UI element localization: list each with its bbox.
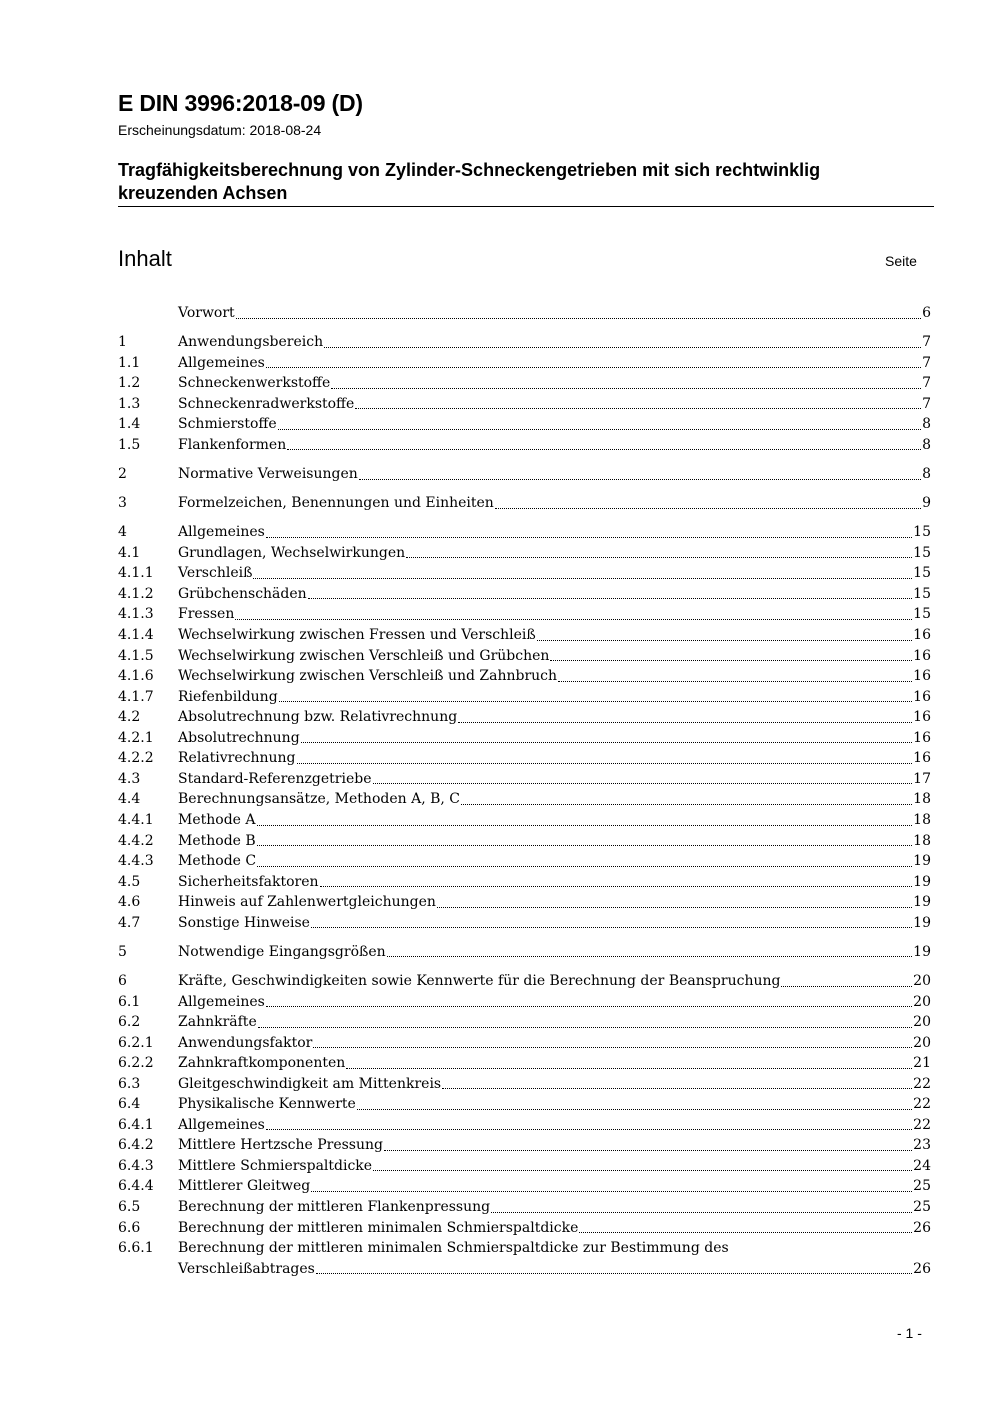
toc-entry-continuation[interactable] [118, 1259, 931, 1280]
toc-entry-page: 16 [913, 627, 931, 644]
toc-entry-title: Allgemeines [178, 993, 265, 1010]
toc-dot-leader [258, 1026, 912, 1028]
toc-entry[interactable] [118, 1218, 931, 1239]
toc-entry[interactable] [118, 992, 931, 1013]
toc-dot-leader [257, 844, 912, 846]
toc-entry-page: 15 [913, 606, 931, 623]
toc-entry-number: 6.4 [118, 1096, 141, 1113]
toc-entry-title: Flankenformen [178, 436, 287, 453]
page-number: - 1 - [897, 1325, 922, 1341]
toc-entry-page: 19 [913, 914, 931, 931]
toc-entry-title: Grübchenschäden [178, 585, 307, 602]
toc-dot-leader [266, 1005, 912, 1007]
toc-dot-leader [373, 782, 913, 784]
toc-dot-leader [355, 407, 921, 409]
toc-dot-leader [357, 1108, 912, 1110]
toc-entry-title: Berechnungsansätze, Methoden A, B, C [178, 791, 461, 808]
toc-entry[interactable] [118, 831, 931, 852]
toc-entry[interactable] [118, 1135, 931, 1156]
toc-entry-page: 7 [922, 395, 931, 412]
toc-entry-title: Berechnung der mittleren minimalen Schmierspaltdicke zur Bestimmung des [178, 1240, 729, 1257]
toc-dot-leader [384, 1149, 912, 1151]
toc-dot-leader [359, 478, 921, 480]
toc-entry-number: 4.4.3 [118, 853, 154, 870]
toc-dot-leader [387, 955, 913, 957]
toc-dot-leader [266, 366, 921, 368]
toc-entry-page: 19 [913, 873, 931, 890]
toc-entry-title: Physikalische Kennwerte [178, 1096, 356, 1113]
toc-entry-title: Absolutrechnung [178, 729, 300, 746]
toc-entry[interactable] [118, 789, 931, 810]
toc-entry-number: 6.4.2 [118, 1137, 154, 1154]
toc-entry-number: 4 [118, 524, 127, 541]
toc-entry-title: Berechnung der mittleren Flankenpressung [178, 1198, 491, 1215]
toc-entry-title: Formelzeichen, Benennungen und Einheiten [178, 495, 494, 512]
toc-entry-title: Methode B [178, 832, 256, 849]
toc-entry-page: 23 [913, 1137, 931, 1154]
toc-entry-page: 8 [922, 436, 931, 453]
toc-entry[interactable] [118, 748, 931, 769]
toc-entry[interactable] [118, 1012, 931, 1033]
toc-entry-number: 3 [118, 495, 127, 512]
toc-entry-title: Grundlagen, Wechselwirkungen [178, 544, 406, 561]
toc-entry-title: Fressen [178, 606, 235, 623]
toc-entry-title: Zahnkräfte [178, 1014, 257, 1031]
toc-entry[interactable] [118, 625, 931, 646]
toc-entry-title: Methode A [178, 811, 256, 828]
toc-entry-number: 6.4.4 [118, 1178, 154, 1195]
toc-dot-leader [316, 1272, 912, 1274]
toc-dot-leader [373, 1169, 912, 1171]
toc-entry-title: Wechselwirkung zwischen Fressen und Verschleiß [178, 627, 536, 644]
toc-entry-title: Schmierstoffe [178, 416, 277, 433]
toc-entry-number: 1.1 [118, 354, 141, 371]
toc-entry-page: 20 [913, 1034, 931, 1051]
toc-entry-number: 4.1.7 [118, 688, 154, 705]
toc-entry-title: Normative Verweisungen [178, 466, 358, 483]
toc-dot-leader [257, 865, 912, 867]
toc-entry[interactable] [118, 666, 931, 687]
toc-entry-number: 4.1.1 [118, 565, 154, 582]
toc-entry[interactable] [118, 1074, 931, 1095]
toc-dot-leader [437, 906, 912, 908]
toc-dot-leader [311, 1190, 912, 1192]
toc-entry-number: 6.4.1 [118, 1116, 154, 1133]
toc-entry[interactable] [118, 971, 931, 992]
toc-dot-leader [550, 659, 912, 661]
toc-entry-title: Sonstige Hinweise [178, 914, 310, 931]
toc-entry[interactable] [118, 687, 931, 708]
toc-dot-leader [297, 762, 913, 764]
toc-entry-number: 1.5 [118, 436, 141, 453]
toc-entry-page: 19 [913, 894, 931, 911]
toc-entry[interactable] [118, 414, 931, 435]
toc-entry-page: 22 [913, 1096, 931, 1113]
toc-entry-title: Standard-Referenzgetriebe [178, 770, 372, 787]
toc-entry-title: Absolutrechnung bzw. Relativrechnung [178, 709, 458, 726]
toc-dot-leader [308, 597, 913, 599]
document-number: E DIN 3996:2018-09 (D) [118, 90, 363, 116]
toc-entry[interactable] [118, 563, 931, 584]
toc-entry[interactable] [118, 604, 931, 625]
toc-entry-page: 20 [913, 972, 931, 989]
toc-entry[interactable] [118, 810, 931, 831]
toc-entry-number: 4.5 [118, 873, 141, 890]
toc-entry-title: Mittlere Schmierspaltdicke [178, 1157, 373, 1174]
toc-entry[interactable] [118, 942, 931, 963]
toc-dot-leader [442, 1087, 912, 1089]
toc-dot-leader [313, 1046, 912, 1048]
toc-entry[interactable] [118, 892, 931, 913]
toc-entry-title: Mittlere Hertzsche Pressung [178, 1137, 383, 1154]
toc-entry-page: 18 [913, 832, 931, 849]
toc-entry[interactable] [118, 543, 931, 564]
toc-entry-title: Verschleiß [178, 565, 253, 582]
toc-dot-leader [236, 317, 921, 319]
toc-dot-leader [491, 1211, 912, 1213]
toc-entry-page: 22 [913, 1116, 931, 1133]
toc-entry-number: 1 [118, 334, 127, 351]
toc-entry-page: 18 [913, 791, 931, 808]
toc-entry-page: 15 [913, 544, 931, 561]
toc-entry[interactable] [118, 1176, 931, 1197]
toc-entry-number: 6.5 [118, 1198, 141, 1215]
toc-entry-number: 4.1 [118, 544, 141, 561]
toc-dot-leader [537, 639, 912, 641]
toc-entry[interactable] [118, 1238, 931, 1259]
toc-entry-number: 4.3 [118, 770, 141, 787]
toc-entry-number: 6.4.3 [118, 1157, 154, 1174]
toc-entry-title: Schneckenradwerkstoffe [178, 395, 355, 412]
toc-dot-leader [253, 577, 912, 579]
toc-entry-page: 25 [913, 1198, 931, 1215]
toc-entry-page: 25 [913, 1178, 931, 1195]
toc-entry-title: Relativrechnung [178, 750, 296, 767]
toc-entry-number: 4.6 [118, 894, 141, 911]
toc-entry-title: Allgemeines [178, 354, 265, 371]
toc-entry-number: 6.2 [118, 1014, 141, 1031]
toc-dot-leader [346, 1067, 912, 1069]
toc-dot-leader [320, 885, 913, 887]
toc-entry-page: 16 [913, 647, 931, 664]
toc-dot-leader [257, 824, 913, 826]
toc-dot-leader [279, 700, 913, 702]
toc-entry-title: Vorwort [178, 305, 235, 321]
toc-entry-number: 6 [118, 972, 127, 989]
toc-entry[interactable] [118, 913, 931, 934]
toc-entry[interactable] [118, 1053, 931, 1074]
toc-entry[interactable] [118, 353, 931, 374]
toc-entry-number: 4.4.1 [118, 811, 154, 828]
toc-entry-title: Allgemeines [178, 1116, 265, 1133]
toc-entry-title-continued: Verschleißabtrages [178, 1260, 315, 1277]
toc-entry[interactable] [118, 394, 931, 415]
toc-entry-title: Zahnkraftkomponenten [178, 1055, 346, 1072]
toc-entry-number: 1.4 [118, 416, 141, 433]
toc-entry-page: 16 [913, 729, 931, 746]
toc-entry-title: Sicherheitsfaktoren [178, 873, 319, 890]
toc-dot-leader [406, 556, 912, 558]
toc-entry-page: 19 [913, 943, 931, 960]
toc-entry[interactable] [118, 493, 931, 514]
toc-entry-title: Kräfte, Geschwindigkeiten sowie Kennwerte für die Berechnung der Beanspruchung [178, 972, 781, 989]
toc-entry-title: Hinweis auf Zahlenwertgleichungen [178, 894, 436, 911]
toc-entry-page: 20 [913, 993, 931, 1010]
toc-entry[interactable] [118, 1033, 931, 1054]
toc-entry-page: 22 [913, 1075, 931, 1092]
toc-entry-title: Mittlerer Gleitweg [178, 1178, 311, 1195]
toc-entry-page: 16 [913, 709, 931, 726]
toc-entry[interactable] [118, 851, 931, 872]
toc-dot-leader [461, 803, 912, 805]
toc-dot-leader [235, 618, 912, 620]
toc-entry-title: Methode C [178, 853, 257, 870]
toc-entry-title: Notwendige Eingangsgrößen [178, 943, 386, 960]
toc-entry-number: 4.2 [118, 709, 141, 726]
toc-entry-title: Riefenbildung [178, 688, 278, 705]
toc-entry-number: 6.2.1 [118, 1034, 154, 1051]
toc-entry[interactable] [118, 728, 931, 749]
toc-entry-page: 8 [922, 416, 931, 433]
toc-entry-title: Wechselwirkung zwischen Verschleiß und Grübchen [178, 647, 550, 664]
toc-entry[interactable] [118, 464, 931, 485]
toc-entry-page: 26 [913, 1219, 931, 1236]
toc-entry[interactable] [118, 522, 931, 543]
toc-entry-page: 15 [913, 585, 931, 602]
toc-entry-number: 5 [118, 943, 127, 960]
toc-entry-title: Anwendungsfaktor [178, 1034, 313, 1051]
toc-dot-leader [458, 721, 912, 723]
toc-dot-leader [324, 346, 921, 348]
toc-dot-leader [495, 507, 921, 509]
toc-entry-page: 15 [913, 524, 931, 541]
toc-entry-number: 4.7 [118, 914, 141, 931]
toc-entry-number: 4.1.3 [118, 606, 154, 623]
toc-entry-number: 4.2.1 [118, 729, 154, 746]
toc-entry-page: 18 [913, 811, 931, 828]
toc-entry-page: 16 [913, 668, 931, 685]
toc-entry[interactable] [118, 303, 931, 324]
toc-dot-leader [266, 1128, 912, 1130]
toc-entry[interactable] [118, 584, 931, 605]
toc-entry-page: 16 [913, 688, 931, 705]
toc-entry-page: 15 [913, 565, 931, 582]
toc-entry-title: Anwendungsbereich [178, 334, 324, 351]
toc-entry-title: Schneckenwerkstoffe [178, 375, 331, 392]
toc-entry-number: 6.6 [118, 1219, 141, 1236]
toc-entry-page: 26 [913, 1260, 931, 1277]
toc-entry-number: 4.1.5 [118, 647, 154, 664]
toc-entry[interactable] [118, 1197, 931, 1218]
toc-entry-page: 17 [913, 770, 931, 787]
toc-entry-number: 4.4 [118, 791, 141, 808]
publication-date: Erscheinungsdatum: 2018-08-24 [118, 122, 322, 138]
toc-entry-number: 6.6.1 [118, 1240, 154, 1257]
toc-entry-page: 7 [922, 354, 931, 371]
toc-entry-number: 4.1.2 [118, 585, 154, 602]
toc-entry[interactable] [118, 1156, 931, 1177]
toc-entry-number: 4.1.4 [118, 627, 154, 644]
toc-entry[interactable] [118, 332, 931, 353]
toc-dot-leader [266, 536, 912, 538]
toc-entry-number: 1.2 [118, 375, 141, 392]
toc-dot-leader [278, 428, 921, 430]
toc-entry[interactable] [118, 872, 931, 893]
toc-entry-number: 6.2.2 [118, 1055, 154, 1072]
toc-dot-leader [558, 680, 912, 682]
title-divider [118, 206, 934, 207]
toc-entry-number: 4.1.6 [118, 668, 154, 685]
toc-entry[interactable] [118, 1115, 931, 1136]
toc-entry[interactable] [118, 769, 931, 790]
toc-entry-page: 24 [913, 1157, 931, 1174]
toc-entry[interactable] [118, 1094, 931, 1115]
toc-entry-page: 19 [913, 853, 931, 870]
toc-entry-number: 2 [118, 466, 127, 483]
toc-entry-page: 8 [922, 466, 931, 483]
table-of-contents [118, 303, 931, 1279]
toc-entry-number: 4.4.2 [118, 832, 154, 849]
toc-entry-number: 6.1 [118, 993, 141, 1010]
toc-entry-page: 9 [922, 495, 931, 512]
toc-dot-leader [287, 448, 921, 450]
toc-entry-page: 20 [913, 1014, 931, 1031]
toc-entry-title: Wechselwirkung zwischen Verschleiß und Zahnbruch [178, 668, 558, 685]
toc-entry-title: Berechnung der mittleren minimalen Schmierspaltdicke [178, 1219, 579, 1236]
toc-page-column-label: Seite [885, 253, 917, 269]
toc-entry[interactable] [118, 646, 931, 667]
toc-dot-leader [301, 741, 913, 743]
toc-entry-title: Gleitgeschwindigkeit am Mittenkreis [178, 1075, 442, 1092]
toc-entry-page: 6 [922, 305, 931, 321]
toc-entry[interactable] [118, 373, 931, 394]
toc-entry-page: 21 [913, 1055, 931, 1072]
toc-entry-number: 4.2.2 [118, 750, 154, 767]
toc-dot-leader [331, 387, 921, 389]
toc-entry-page: 7 [922, 375, 931, 392]
toc-entry-title: Allgemeines [178, 524, 265, 541]
toc-entry-page: 16 [913, 750, 931, 767]
toc-entry[interactable] [118, 707, 931, 728]
toc-entry-number: 6.3 [118, 1075, 141, 1092]
toc-dot-leader [781, 985, 912, 987]
toc-entry-number: 1.3 [118, 395, 141, 412]
toc-heading: Inhalt [118, 246, 172, 271]
toc-dot-leader [311, 926, 912, 928]
toc-entry[interactable] [118, 435, 931, 456]
document-title: Tragfähigkeitsberechnung von Zylinder-Schneckengetrieben mit sich rechtwinklig kreuzenden Achsen [118, 160, 821, 203]
toc-dot-leader [579, 1231, 912, 1233]
toc-entry-page: 7 [922, 334, 931, 351]
